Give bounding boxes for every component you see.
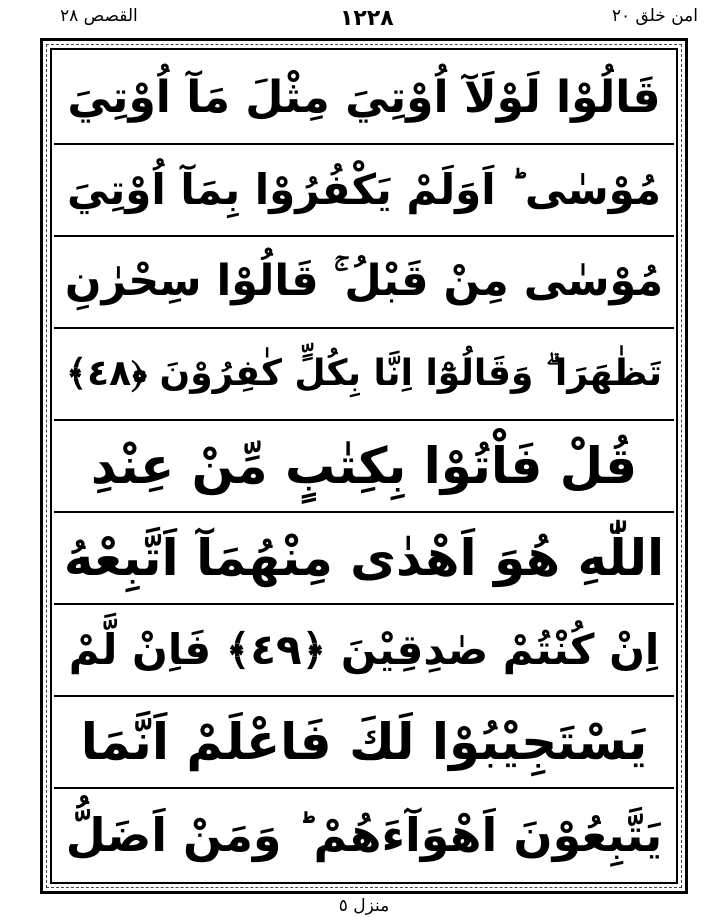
verse-text: قُلْ فَاْتُوْا بِكِتٰبٍ مِّنْ عِنْدِ xyxy=(90,436,638,495)
page-number: ١٢٢٨ xyxy=(340,6,394,31)
verse-lines xyxy=(54,52,674,880)
page-header xyxy=(0,4,728,34)
verse-line xyxy=(54,236,674,329)
surah-name: القصص ٢٨ xyxy=(60,6,138,26)
verse-line xyxy=(54,144,674,237)
verse-line xyxy=(54,512,674,605)
verse-text: اِنْ كُنْتُمْ صٰدِقِيْنَ ﴿٤٩﴾ فَاِنْ لَّمْ xyxy=(68,624,660,674)
verse-text: تَظٰهَرَا ۗ وَقَالُوْٓا اِنَّا بِكُلٍّ كٰفِرُوْنَ ﴿٤٨﴾ xyxy=(66,352,662,394)
verse-text: مُوْسٰى مِنْ قَبْلُ ۚ قَالُوْا سِحْرٰنِ xyxy=(64,256,664,306)
verse-text: يَسْتَجِيْبُوْا لَكَ فَاعْلَمْ اَنَّمَا xyxy=(80,712,648,771)
page-border xyxy=(40,38,688,894)
verse-line xyxy=(54,696,674,789)
verse-text: يَتَّبِعُوْنَ اَهْوَآءَهُمْ ؕ وَمَنْ اَضَلُّ xyxy=(65,807,663,862)
verse-line xyxy=(54,788,674,881)
manzil-label: منزل ٥ xyxy=(338,896,390,916)
verse-text: مُوْسٰى ؕ اَوَلَمْ يَكْفُرُوْا بِمَآ اُوْتِيَ xyxy=(67,164,661,214)
verse-line xyxy=(54,420,674,513)
verse-line xyxy=(54,52,674,145)
verse-text: قَالُوْا لَوْلَآ اُوْتِيَ مِثْلَ مَآ اُوْتِيَ xyxy=(67,71,661,123)
verse-line xyxy=(54,328,674,421)
verse-text: اللّٰهِ هُوَ اَهْدٰى مِنْهُمَآ اَتَّبِعْهُ xyxy=(63,528,665,587)
para-name: امن خلق ٢٠ xyxy=(611,6,698,26)
verse-line xyxy=(54,604,674,697)
